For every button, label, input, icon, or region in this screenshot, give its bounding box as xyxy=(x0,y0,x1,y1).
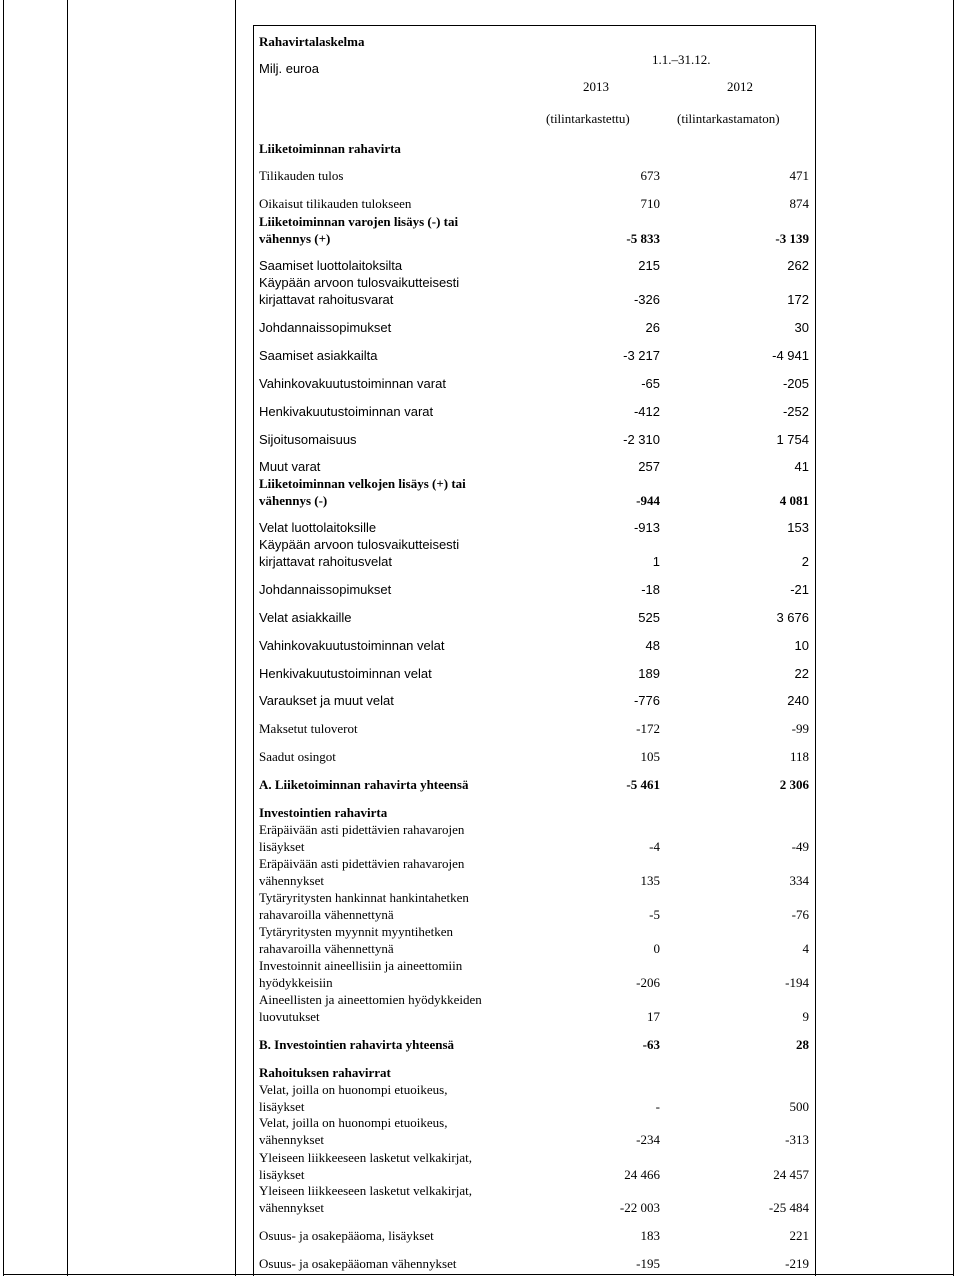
row-label: luovutukset xyxy=(259,1009,320,1024)
value-2012: 2 xyxy=(801,554,809,569)
row-label: Yleiseen liikkeeseen lasketut velkakirjat, xyxy=(259,1150,472,1165)
value-2013: 135 xyxy=(640,873,660,888)
value-2013: -944 xyxy=(636,493,660,508)
value-2013: -4 xyxy=(649,839,660,854)
value-2012: 471 xyxy=(789,168,809,183)
row-label: Velat luottolaitoksille xyxy=(259,520,377,535)
row-label: Tytäryritysten myynnit myyntihetken xyxy=(259,924,454,939)
value-2013: -913 xyxy=(633,520,660,535)
value-2013: -326 xyxy=(633,292,660,307)
value-2012: 2 306 xyxy=(779,777,809,792)
value-2012: 24 457 xyxy=(773,1167,809,1182)
value-2013: -5 xyxy=(649,907,660,922)
value-2012: 4 xyxy=(802,941,809,956)
value-2013: 710 xyxy=(640,196,660,211)
value-2013: 0 xyxy=(653,941,660,956)
value-2013: 673 xyxy=(640,168,660,183)
row-label: rahavaroilla vähennettynä xyxy=(259,907,394,922)
audit-note-2012: (tilintarkastamaton) xyxy=(677,111,780,126)
value-2012: 500 xyxy=(789,1099,809,1114)
value-2013: -3 217 xyxy=(623,348,660,363)
row-label: Varaukset ja muut velat xyxy=(259,693,394,708)
value-2013: -18 xyxy=(641,582,660,597)
row-label: Liiketoiminnan velkojen lisäys (+) tai xyxy=(259,476,466,491)
row-label: hyödykkeisiin xyxy=(259,975,333,990)
value-2012: -25 484 xyxy=(768,1200,809,1215)
value-2013: 1 xyxy=(652,554,660,569)
value-2012: -21 xyxy=(790,582,809,597)
value-2013: 525 xyxy=(638,610,660,625)
row-label: Eräpäivään asti pidettävien rahavarojen xyxy=(259,822,465,837)
row-label: Oikaisut tilikauden tulokseen xyxy=(259,196,412,211)
row-label: Rahoituksen rahavirrat xyxy=(259,1065,391,1080)
row-label: Saadut osingot xyxy=(259,749,336,764)
value-2012: 30 xyxy=(794,320,809,335)
row-label: vähennykset xyxy=(259,1200,324,1215)
row-label: vähennys (+) xyxy=(259,231,331,246)
row-label: lisäykset xyxy=(259,839,305,854)
value-2012: 874 xyxy=(789,196,809,211)
frame-column-divider-1 xyxy=(67,0,68,1276)
row-label: Osuus- ja osakepääoma, lisäykset xyxy=(259,1228,434,1243)
row-label: Investoinnit aineellisiin ja aineettomiin xyxy=(259,958,463,973)
row-label: Käypään arvoon tulosvaikutteisesti xyxy=(259,275,460,290)
value-2012: 262 xyxy=(787,258,809,273)
row-label: Saamiset asiakkailta xyxy=(259,348,378,363)
table-left-border xyxy=(253,25,254,1276)
frame-right-border xyxy=(953,0,954,1276)
value-2012: 4 081 xyxy=(779,493,809,508)
row-label: Tytäryritysten hankinnat hankintahetken xyxy=(259,890,469,905)
value-2013: - xyxy=(655,1099,660,1114)
value-2013: 183 xyxy=(640,1228,660,1243)
value-2012: 22 xyxy=(794,666,809,681)
row-label: Liiketoiminnan rahavirta xyxy=(259,141,401,156)
value-2012: -3 139 xyxy=(775,231,809,246)
value-2012: 28 xyxy=(796,1037,809,1052)
value-2013: -22 003 xyxy=(619,1200,660,1215)
row-label: vähennykset xyxy=(259,1132,324,1147)
value-2013: -234 xyxy=(636,1132,660,1147)
row-label: Velat, joilla on huonompi etuoikeus, xyxy=(259,1115,448,1130)
value-2013: -412 xyxy=(633,404,660,419)
row-label: Investointien rahavirta xyxy=(259,805,388,820)
frame-bottom-border xyxy=(3,1274,954,1275)
value-2012: 9 xyxy=(802,1009,809,1024)
row-label: lisäykset xyxy=(259,1167,305,1182)
row-label: A. Liiketoiminnan rahavirta yhteensä xyxy=(259,777,469,792)
row-label: Velat asiakkaille xyxy=(259,610,352,625)
row-label: Käypään arvoon tulosvaikutteisesti xyxy=(259,537,460,552)
value-2013: 24 466 xyxy=(624,1167,660,1182)
audit-note-2013: (tilintarkastettu) xyxy=(546,111,630,126)
row-label: kirjattavat rahoitusvarat xyxy=(259,292,394,307)
value-2013: -65 xyxy=(641,376,660,391)
row-label: Osuus- ja osakepääoman vähennykset xyxy=(259,1256,457,1271)
value-2013: -5 833 xyxy=(626,231,660,246)
row-label: B. Investointien rahavirta yhteensä xyxy=(259,1037,454,1052)
value-2013: -206 xyxy=(636,975,660,990)
row-label: Aineellisten ja aineettomien hyödykkeiden xyxy=(259,992,482,1007)
value-2013: -2 310 xyxy=(623,432,660,447)
value-2012: 1 754 xyxy=(776,432,809,447)
value-2012: 172 xyxy=(787,292,809,307)
period-label: 1.1.–31.12. xyxy=(652,52,711,67)
frame-left-border xyxy=(3,0,4,1276)
value-2012: -205 xyxy=(782,376,809,391)
row-label: vähennys (-) xyxy=(259,493,328,508)
row-label: Velat, joilla on huonompi etuoikeus, xyxy=(259,1082,448,1097)
value-2013: -63 xyxy=(642,1037,660,1052)
row-label: Johdannaissopimukset xyxy=(259,582,392,597)
value-2012: -313 xyxy=(785,1132,809,1147)
value-2012: 3 676 xyxy=(776,610,809,625)
statement-title: Rahavirtalaskelma xyxy=(259,34,365,49)
row-label: rahavaroilla vähennettynä xyxy=(259,941,394,956)
row-label: Vahinkovakuutustoiminnan velat xyxy=(259,638,445,653)
value-2012: -49 xyxy=(791,839,809,854)
value-2012: -99 xyxy=(791,721,809,736)
value-2013: 189 xyxy=(638,666,660,681)
value-2012: -219 xyxy=(785,1256,809,1271)
row-label: Liiketoiminnan varojen lisäys (-) tai xyxy=(259,214,459,229)
value-2013: 215 xyxy=(638,258,660,273)
value-2012: -76 xyxy=(791,907,809,922)
row-label: Saamiset luottolaitoksilta xyxy=(259,258,403,273)
table-top-border xyxy=(253,25,816,26)
value-2012: 118 xyxy=(789,749,809,764)
row-label: Muut varat xyxy=(259,459,321,474)
value-2013: 257 xyxy=(638,459,660,474)
value-2013: 26 xyxy=(645,320,660,335)
value-2013: -195 xyxy=(636,1256,660,1271)
row-label: vähennykset xyxy=(259,873,324,888)
value-2013: -172 xyxy=(636,721,660,736)
value-2012: 41 xyxy=(794,459,809,474)
row-label: Johdannaissopimukset xyxy=(259,320,392,335)
year-2013-header: 2013 xyxy=(583,79,609,94)
value-2013: 48 xyxy=(645,638,660,653)
value-2012: -252 xyxy=(782,404,809,419)
value-2012: 334 xyxy=(789,873,809,888)
row-label: kirjattavat rahoitusvelat xyxy=(259,554,392,569)
value-2013: 17 xyxy=(647,1009,660,1024)
value-2012: 153 xyxy=(787,520,809,535)
row-label: lisäykset xyxy=(259,1099,305,1114)
row-label: Eräpäivään asti pidettävien rahavarojen xyxy=(259,856,465,871)
row-label: Henkivakuutustoiminnan velat xyxy=(259,666,432,681)
year-2012-header: 2012 xyxy=(727,79,753,94)
row-label: Henkivakuutustoiminnan varat xyxy=(259,404,434,419)
value-2012: 10 xyxy=(794,638,809,653)
row-label: Yleiseen liikkeeseen lasketut velkakirjat, xyxy=(259,1183,472,1198)
row-label: Maksetut tuloverot xyxy=(259,721,358,736)
row-label: Sijoitusomaisuus xyxy=(259,432,357,447)
frame-column-divider-2 xyxy=(235,0,236,1276)
value-2013: 105 xyxy=(640,749,660,764)
table-right-border xyxy=(815,25,816,1276)
value-2012: 240 xyxy=(787,693,809,708)
value-2012: -4 941 xyxy=(772,348,809,363)
row-label: Tilikauden tulos xyxy=(259,168,344,183)
row-label: Vahinkovakuutustoiminnan varat xyxy=(259,376,446,391)
unit-label: Milj. euroa xyxy=(259,61,319,76)
value-2012: -194 xyxy=(785,975,809,990)
value-2013: -776 xyxy=(633,693,660,708)
value-2012: 221 xyxy=(789,1228,809,1243)
value-2013: -5 461 xyxy=(626,777,660,792)
